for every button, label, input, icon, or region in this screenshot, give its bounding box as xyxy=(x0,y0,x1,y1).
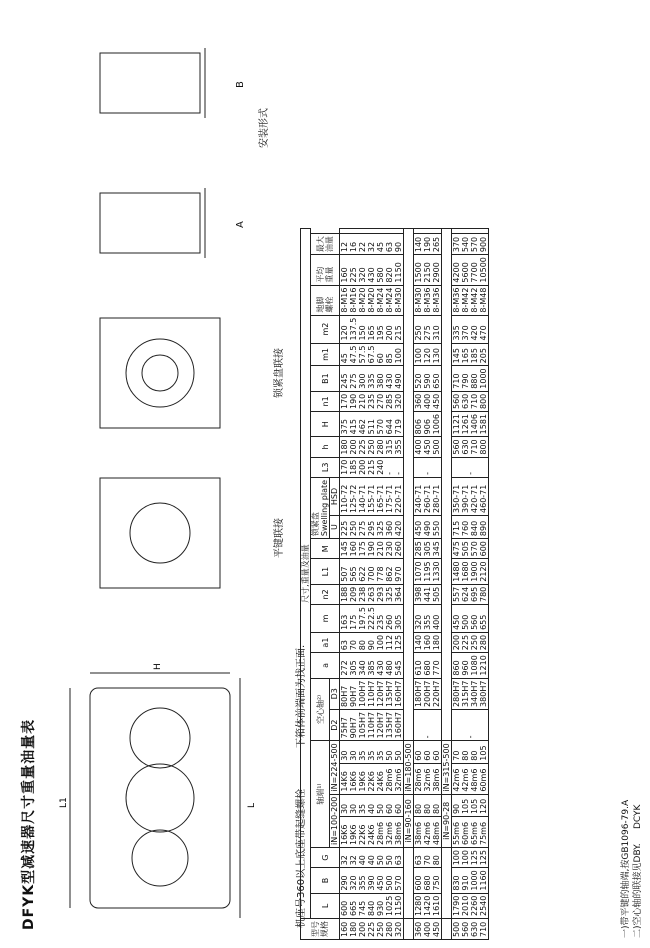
spec-table: 型号 规格 尺寸,重量及油量 L B G 轴端¹⁾ 空心轴²⁾ a a1 m n2 L1 M 锁紧盘 Swelling plate L3 h H n1 B1 m1 m2 地脚 螺栓 平均 重量 最大 油量 iN=100-200 iN=224-500 D2 D3 U HSD 160 180 200 225 250 280 320 600 665 745 840 930 1025 1150 290 320 355 390 450 500 570 32 32 40 40 50 50 63 16K6 19K6 22K6 24K6 28m6 32m6 38m6 30 30 35 40 50 60 60 14K6 16K6 19K6 22K6 24K6 28m6 32m6 30 30 35 35 35 50 50 75H7 90H7 105H7 110H7 120H7 135H7 160H7 80H7 90H7 100H7 110H7 120H7 135H7 160H7 272 305 340 385 430 480 545 63 70 80 90 100 112 125 163 175 197.5 222.5 235 260 305 188 209 238 263 293 325 364 507 565 622 700 778 862 970 145 160 175 190 210 230 260 225 250 275 295 325 360 420 110-72 125-72 140-71 155-71 165-71 175-71 220-71 170 185 200 215 240 - - 180 200 225 250 280 315 355 375 415 462 511 570 644 719 170 190 210 235 270 285 320 245 275 300 335 380 430 490 45 47.5 57.5 67.5 60 85 100 120 137.5 150 165 195 200 215 8-M16 8-M16 8-M20 8-M20 8-M24 8-M24 8-M30 160 225 320 430 580 820 1150 12 16 22 32 45 63 90 iN=90-160 iN=180-500 360 400 450 1280 1420 1610 600 680 750 63 70 80 38m6 42m6 48m6 80 80 80 28m6 32m6 38m6 60 60 60 - 180H7 200H7 220H7 610 680 770 140 160 180 320 355 400 398 441 505 1070 1195 1330 285 305 345 450 490 550 240-71 260-71 280-71 - 400 450 500 806 906 1006 360 400 450 520 590 650 100 120 130 250 275 310 8-M30 8-M36 8-M36 1500 2150 2900 140 190 265 iN=90-28 iN=315-500 500 560 630 710 1790 2010 2260 2540 830 910 1000 1160 100 100 125 125 55m6 60m6 65m6 75m6 90 105 105 120 42m6 42m6 48m6 60m6 70 80 80 105 - 280H7 315H7 340H7 380H7 860 960 1080 1210 200 225 250 280 450 500 560 655 557 624 695 780 1480 1680 1900 2120 475 505 570 600 715 760 840 890 350-71 390-71 420-71 460-71 - 560 630 710 800 1121 1261 1406 1581 560 630 710 800 710 790 880 1000 145 165 185 205 335 370 420 470 8-M36 8-M42 8-M42 8-M48 4200 5600 7700 10500 370 540 570 900 xyxy=(300,228,489,940)
page-title: DFYK型减速器尺寸重量油量表 xyxy=(21,718,37,930)
spec-header: 型号 规格 xyxy=(301,919,340,940)
mount-b-label: B xyxy=(235,81,246,88)
dim-label-H: H xyxy=(153,663,163,670)
in-range-2: iN=224-500 xyxy=(330,741,340,794)
table-row: 360 400 450 1280 1420 1610 600 680 750 63 70 80 38m6 42m6 48m6 80 80 80 28m6 32m6 38m6 60 60 60 - 180H7 200H7 220H7 610 680 770 140 160 180 320 355 400 398 441 505 1070 1195 1330 285 305 345 450 490 550 240-71 260-71 280-71 - 400 450 500 806 906 1006 360 400 450 520 590 650 100 120 130 250 275 310 8-M30 8-M36 8-M36 1500 2150 2900 140 190 265 xyxy=(414,229,442,940)
shaft-end-header: 轴端¹⁾ xyxy=(311,741,330,848)
locking-disc-drawing xyxy=(80,288,260,448)
dim-label-L1: L1 xyxy=(59,797,69,808)
table-top-header: 尺寸,重量及油量 xyxy=(301,229,311,919)
mounting-form-a-drawing xyxy=(80,178,230,268)
lock-model-header: HSD xyxy=(330,477,340,515)
base-note: 机座号360以上底座带起缝螺栓 xyxy=(296,788,307,928)
table-row: 500 560 630 710 1790 2010 2260 2540 830 910 1000 1160 100 100 125 125 55m6 60m6 65m6 75m6 90 105 105 120 42m6 42m6 48m6 60m6 70 80 80 105 - 280H7 315H7 340H7 380H7 860 960 1080 1210 200 225 250 280 450 500 560 655 557 624 695 780 1480 1680 1900 2120 475 505 570 600 715 760 840 890 350-71 390-71 420-71 460-71 - 560 630 710 800 1121 1261 1406 1581 560 630 710 800 710 790 880 1000 145 165 185 205 335 370 420 470 8-M36 8-M42 8-M42 8-M48 4200 5600 7700 10500 370 540 570 900 xyxy=(452,229,489,940)
group2-in: iN=90-160 xyxy=(404,794,414,847)
locking-disc-caption: 锁紧盘联接 xyxy=(274,348,285,398)
max-oil-header: 最大 油量 xyxy=(311,234,340,255)
flat-key-caption: 平键联接 xyxy=(274,518,285,558)
mounting-form-b-drawing xyxy=(80,38,230,128)
avg-weight-header: 平均 重量 xyxy=(311,255,340,285)
mount-a-label: A xyxy=(235,221,246,228)
locking-header: 锁紧盘 Swelling plate xyxy=(311,477,330,538)
in-range-1: iN=100-200 xyxy=(330,794,340,847)
table-row: 160 180 200 225 250 280 320 600 665 745 840 930 1025 1150 290 320 355 390 450 500 570 32 32 40 40 50 50 63 16K6 19K6 22K6 24K6 28m6 32m6 38m6 30 30 35 40 50 60 60 14K6 16K6 19K6 22K6 24K6 28m6 32m6 30 30 35 35 35 50 50 75H7 90H7 105H7 110H7 120H7 135H7 160H7 80H7 90H7 100H7 110H7 120H7 135H7 160H7 272 305 340 385 430 480 545 63 70 80 90 100 112 125 163 175 197.5 222.5 235 260 305 188 209 238 263 293 325 364 507 565 622 700 778 862 970 145 160 175 190 210 230 260 225 250 275 295 325 360 420 110-72 125-72 140-71 155-71 165-71 175-71 220-71 170 185 200 215 240 - - 180 200 225 250 280 315 355 375 415 462 511 570 644 719 170 190 210 235 270 285 320 245 275 300 335 380 430 490 45 47.5 57.5 67.5 60 85 100 120 137.5 150 165 195 200 215 8-M16 8-M16 8-M20 8-M20 8-M24 8-M24 8-M30 160 225 320 430 580 820 1150 12 16 22 32 45 63 90 xyxy=(340,229,404,940)
footnotes: 一)带平键的轴端,按GB1096-79.A 二)空心轴的联接见DBY. DCYK xyxy=(621,799,643,938)
group3-in: iN=90-28 xyxy=(442,794,452,847)
group3-in2: iN=315-500 xyxy=(442,741,452,794)
hollow-shaft-header: 空心轴²⁾ xyxy=(311,678,330,741)
flat-key-drawing xyxy=(80,448,260,608)
face-note: 下箱体前端面为找正面. xyxy=(296,644,307,748)
dim-label-L: L xyxy=(247,802,257,808)
mounting-caption: 安装形式 xyxy=(259,108,270,148)
main-elevation-drawing xyxy=(40,648,290,928)
anchor-bolt-header: 地脚 螺栓 xyxy=(311,285,340,315)
group2-in2: iN=180-500 xyxy=(404,741,414,794)
